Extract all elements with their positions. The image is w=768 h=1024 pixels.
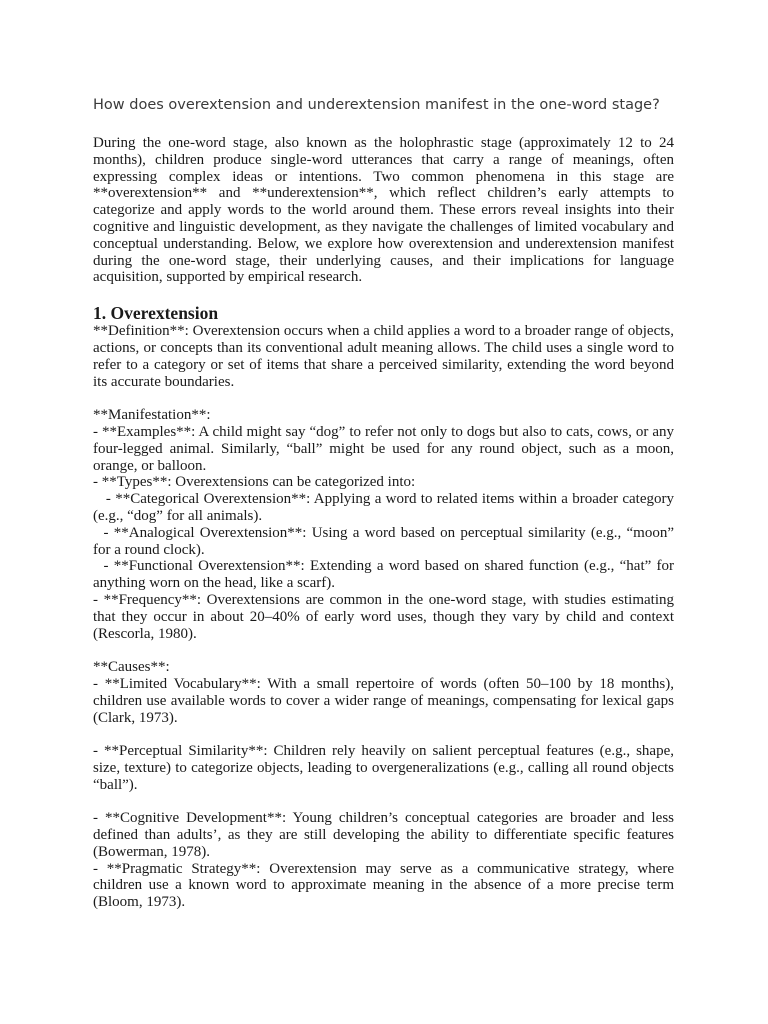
frequency-item: - **Frequency**: Overextensions are common in the one-word stage, with studies estimating that they occur in about 20–40% of early word uses, though they vary by child and context (Rescorla, 1980). <box>93 591 678 642</box>
section-heading-overextension: 1. Overextension <box>93 303 219 324</box>
question-heading: How does overextension and underextension manifest in the one-word stage? <box>93 97 660 113</box>
cause-vocabulary-item: - **Limited Vocabulary**: With a small repertoire of words (often 50–100 by 18 months), children use available words to cover a wider range of meanings, compensating for lexical gaps (Clark, 1973). <box>93 675 678 726</box>
manifestation-label: **Manifestation**: <box>93 407 211 424</box>
cause-cognitive-item: - **Cognitive Development**: Young children’s conceptual categories are broader and less defined than adults’, as they are still developing the ability to differentiate specific features (Bowerman, 1978). <box>93 810 678 860</box>
type-categorical-item: - **Categorical Overextension**: Applying a word to related items within a broader category (e.g., “dog” for all animals). <box>93 491 678 524</box>
spacer <box>93 642 674 659</box>
cause-pragmatic-item: - **Pragmatic Strategy**: Overextension may serve as a communicative strategy, where children use a known word to approximate meaning in the absence of a more precise term (Bloom, 1973). <box>93 860 678 911</box>
spacer <box>93 390 674 407</box>
causes-label: **Causes**: <box>93 659 170 676</box>
document-page <box>93 92 678 911</box>
type-functional-item: - **Functional Overextension**: Extending a word based on shared function (e.g., “hat” for anything worn on the head, like a scarf). <box>93 558 678 592</box>
intro-paragraph: During the one-word stage, also known as the holophrastic stage (approximately 12 to 24 months), children produce single-word utterances that carry a range of meanings, often expressing complex ideas or intentions. Two common phenomena in this stage are **overextension** and **underextension**, which reflect children’s early attempts to categorize and apply words to the world around them. These errors reveal insights into their cognitive and linguistic development, as they navigate the challenges of limited vocabulary and conceptual understanding. Below, we explore how overextension and underextension manifest during the one-word stage, their underlying causes, and their implications for language acquisition, supported by empirical research. <box>93 135 674 286</box>
types-item: - **Types**: Overextensions can be categorized into: <box>93 474 416 491</box>
cause-perceptual-item: - **Perceptual Similarity**: Children rely heavily on salient perceptual features (e.g., shape, size, texture) to categorize objects, leading to overgeneralizations (e.g., calling all round objects “ball”). <box>93 743 678 793</box>
spacer <box>93 726 674 743</box>
spacer <box>93 793 674 810</box>
definition-paragraph: **Definition**: Overextension occurs when a child applies a word to a broader range of objects, actions, or concepts than its conventional adult meaning allows. The child uses a single word to refer to a category or set of items that share a perceived similarity, extending the word beyond its accurate boundaries. <box>93 323 678 390</box>
examples-item: - **Examples**: A child might say “dog” to refer not only to dogs but also to cats, cows, or any four-legged animal. Similarly, “ball” might be used for any round object, such as a moon, orange, or balloon. <box>93 423 678 474</box>
type-analogical-item: - **Analogical Overextension**: Using a word based on perceptual similarity (e.g., “moon” for a round clock). <box>93 524 678 558</box>
